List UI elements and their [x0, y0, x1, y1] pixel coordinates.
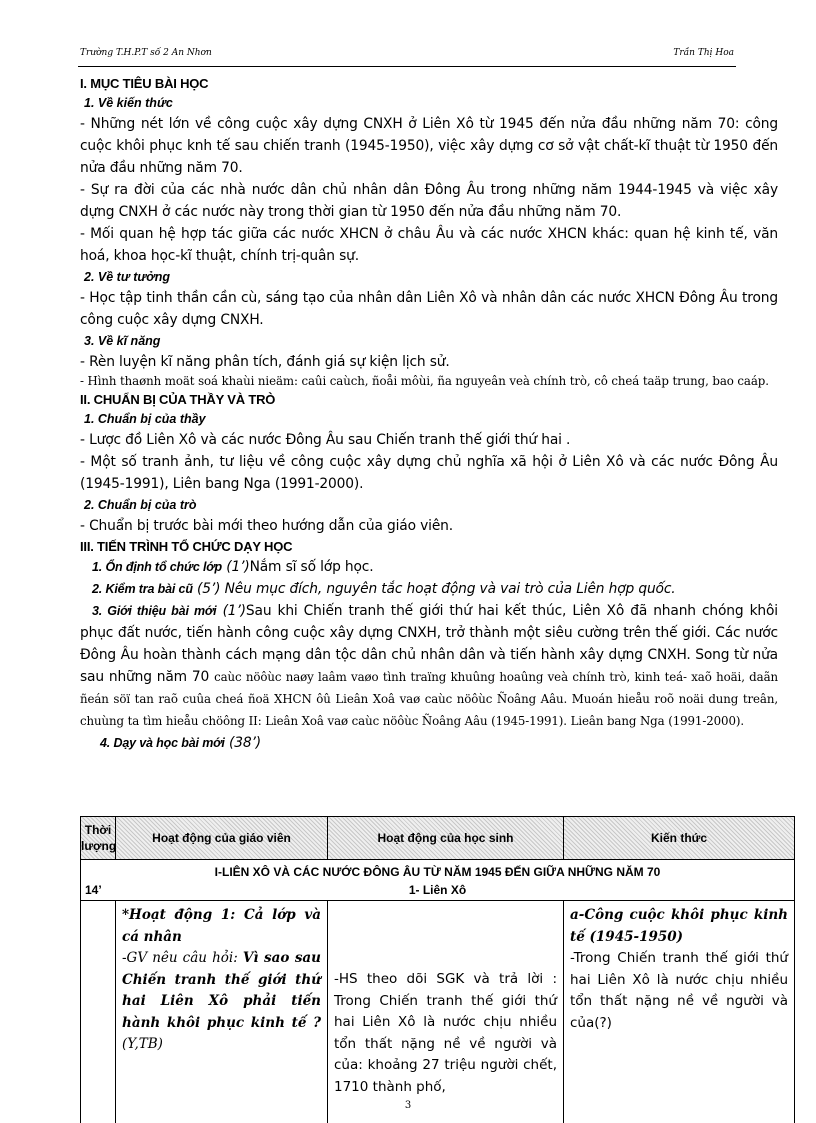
step-organize-class — [80, 556, 778, 578]
page-number: 3 — [404, 1100, 412, 1111]
page-header — [80, 48, 734, 64]
activity-title: *Hoạt động 1: Cả lớp và cá nhân — [122, 907, 321, 945]
step-lead: 1. Ổn định tổ chức lớp — [92, 560, 222, 574]
step-lead: 2. Kiểm tra bài cũ — [92, 582, 193, 596]
student-activity-cell — [328, 901, 564, 1123]
lesson-activity-table — [80, 816, 795, 1123]
knowledge-title: a-Công cuộc khôi phục kinh tế (1945-1950) — [570, 907, 788, 945]
table-section-row — [81, 860, 795, 901]
header-student-activity: Hoạt động của học sinh — [328, 817, 564, 860]
knowledge-text: -Trong Chiến tranh thế giới thứ hai Liên Xô là nước chịu nhiều tổn thất nặng nề về người và của(?) — [570, 950, 788, 1031]
step-new-lesson — [80, 732, 778, 754]
lesson-content — [80, 74, 778, 754]
teacher-prep-item: - Lược đồ Liên Xô và các nước Đông Âu sau Chiến tranh thế giới thứ hai . — [80, 432, 571, 448]
step-time: (1’) — [222, 559, 250, 575]
step-time: (5’) — [192, 581, 221, 597]
student-answer: -HS theo dõi SGK và trả lời : Trong Chiến tranh thế giới thứ hai Liên Xô là nước chịu nhiều tổn thất nặng nề về người và của: khoảng 27 triệu người chết, 1710 thành phố, — [334, 971, 557, 1095]
step-text-legacy: caùc nöôùc naøy laâm vaøo tình traïng khuûng hoaûng veà chính trò, kinh teá- xaõ hoäi, daãn ñeán söï tan raõ cuûa cheá ñoä XHCN ôû Lieân Xoâ vaø caùc nöôùc Ñoâng Aâu. Muoán hieåu roõ noäi dung treân, chuùng ta tìm hieåu chöông II: Lieân Xoâ vaø caùc nöôùc Ñoâng Aâu (1945-1991). Lieân bang Nga (1991-2000). — [80, 670, 778, 728]
table-section-title: I-LIÊN XÔ VÀ CÁC NƯỚC ĐÔNG ÂU TỪ NĂM 1945 ĐẾN GIỮA NHỮNG NĂM 70 — [214, 865, 661, 879]
skills-item-legacy: - Hình thaønh moät soá khaùi nieäm: caûi caùch, ñoåi môùi, ña nguyeân veà chính trò, cô cheá taäp trung, bao caáp. — [80, 374, 769, 388]
subsection-title-knowledge: 1. Về kiến thức — [84, 96, 173, 110]
step-text: Nêu mục đích, nguyên tắc hoạt động và vai trò của Liên hợp quốc. — [220, 581, 676, 597]
header-author: Trần Thị Hoa — [673, 48, 734, 58]
attitude-item: - Học tập tinh thần cần cù, sáng tạo của nhân dân Liên Xô và nhân dân các nước XHCN Đông Âu trong công cuộc xây dựng CNXH. — [80, 290, 778, 328]
step-text: Nắm sĩ số lớp học. — [249, 559, 374, 575]
teacher-activity-cell — [116, 901, 328, 1123]
header-school: Trường T.H.P.T số 2 An Nhơn — [80, 48, 212, 58]
section-title-objectives: I. MỤC TIÊU BÀI HỌC — [80, 76, 209, 91]
subsection-title-teacher-prep: 1. Chuẩn bị của thầy — [84, 412, 206, 426]
section-title-preparation: II. CHUẨN BỊ CỦA THẦY VÀ TRÒ — [80, 392, 276, 407]
header-teacher-activity: Hoạt động của giáo viên — [116, 817, 328, 860]
question-level: (Y,TB) — [122, 1036, 163, 1052]
step-lead: 4. Dạy và học bài mới — [100, 736, 225, 750]
step-introduction — [80, 600, 778, 732]
step-time: (1’) — [216, 603, 246, 619]
step-lead: 3. Giới thiệu bài mới — [92, 604, 217, 618]
knowledge-item: - Mối quan hệ hợp tác giữa các nước XHCN ở châu Âu và các nước XHCN khác: quan hệ kinh tế, văn hoá, khoa học-kĩ thuật, chính trị-quân sự. — [80, 226, 778, 264]
header-knowledge: Kiến thức — [564, 817, 795, 860]
section-title-procedure: III. TIẾN TRÌNH TỔ CHỨC DẠY HỌC — [80, 539, 293, 554]
header-rule — [78, 66, 736, 67]
question-text: Vì sao sau Chiến tranh thế giới thứ hai Liên Xô phải tiến hành khôi phục kinh tế ? — [122, 950, 321, 1031]
teacher-prep-item: - Một số tranh ảnh, tư liệu về công cuộc xây dựng chủ nghĩa xã hội ở Liên Xô và các nước Đông Âu (1945-1991), Liên bang Nga (1991-2000). — [80, 454, 778, 492]
knowledge-item: - Những nét lớn về công cuộc xây dựng CNXH ở Liên Xô từ 1945 đến nửa đầu những năm 70: công cuộc khôi phục knh tế sau chiến tranh (1945-1950), việc xây dựng cơ sở vật chất-kĩ thuật từ 1950 đến nửa đầu những năm 70. — [80, 116, 778, 176]
subsection-title-student-prep: 2. Chuẩn bị của trò — [84, 498, 197, 512]
table-duration: 14’ — [85, 883, 102, 897]
skills-item: - Rèn luyện kĩ năng phân tích, đánh giá sự kiện lịch sử. — [80, 354, 450, 370]
duration-cell — [81, 901, 116, 1123]
header-duration: Thời lượng — [81, 817, 116, 860]
section-cell — [81, 860, 795, 901]
table-header-row — [81, 817, 795, 860]
step-review — [80, 578, 778, 600]
table-subsection-title: 1- Liên Xô — [408, 883, 467, 897]
step-time: (38’) — [224, 735, 261, 751]
table-row — [81, 901, 795, 1123]
knowledge-item: - Sự ra đời của các nhà nước dân chủ nhân dân Đông Âu trong những năm 1944-1945 và việc xây dựng CNXH ở các nước này trong thời gian từ 1950 đến nửa đầu những năm 70. — [80, 182, 778, 220]
subsection-title-skills: 3. Về kĩ năng — [84, 334, 161, 348]
knowledge-cell — [564, 901, 795, 1123]
student-prep-item: - Chuẩn bị trước bài mới theo hướng dẫn của giáo viên. — [80, 518, 454, 534]
step-text: Sau khi Chiến tranh thế giới thứ hai kết thúc, Liên Xô đã nhanh chóng khôi phục đất nước, tiến hành công cuộc xây dựng CNXH, trở thành một siêu cường trên thế giới. Các nước Đông Âu hoàn thành cách mạng dân tộc dân chủ nhân dân và tiến hành xây dựng CNXH. Song từ nửa sau những năm 70 — [80, 603, 778, 685]
subsection-title-attitude: 2. Về tư tưởng — [84, 270, 170, 284]
question-lead: -GV nêu câu hỏi: — [122, 950, 243, 966]
